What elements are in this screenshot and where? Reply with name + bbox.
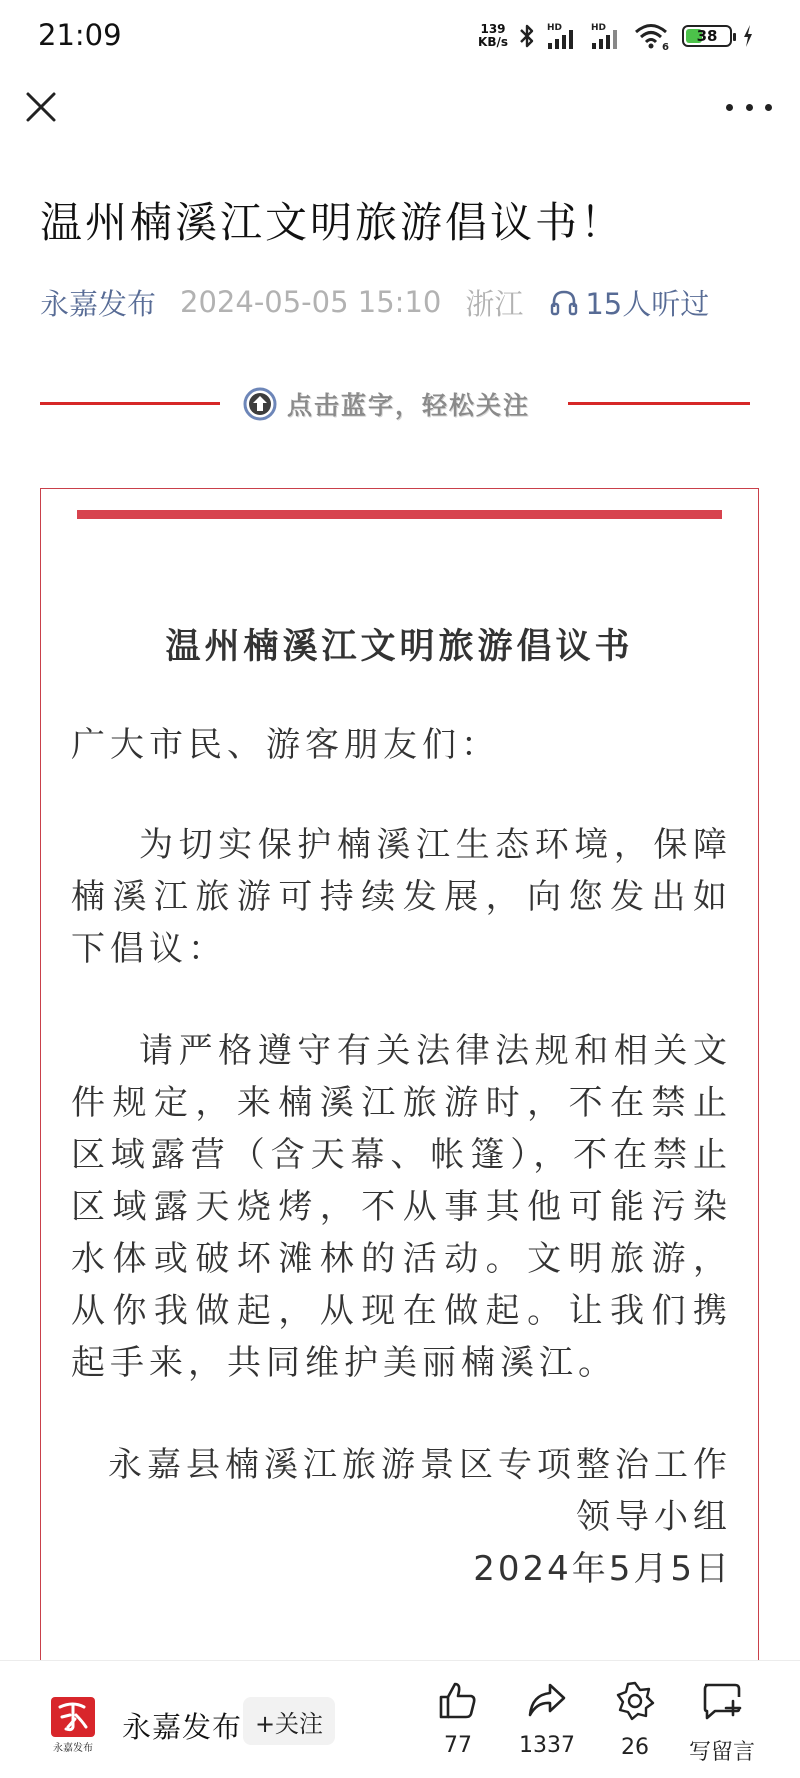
like-button[interactable] xyxy=(413,1681,503,1771)
bottom-action-bar xyxy=(0,1660,800,1778)
more-options-button[interactable] xyxy=(726,90,772,124)
status-bar xyxy=(0,0,800,72)
share-count: 1337 xyxy=(519,1733,575,1758)
like-count: 77 xyxy=(444,1733,472,1758)
article-title: 温州楠溪江文明旅游倡议书！ xyxy=(40,198,626,247)
wow-star-icon xyxy=(615,1681,655,1721)
publish-region: 浙江 xyxy=(465,286,524,321)
wifi-label: 6 xyxy=(662,42,669,51)
wow-count: 26 xyxy=(621,1735,649,1760)
write-comment-button[interactable] xyxy=(677,1681,767,1771)
divider xyxy=(40,402,220,405)
battery-icon xyxy=(682,25,732,47)
write-comment-label: 写留言 xyxy=(688,1740,755,1765)
arrow-up-circle-icon xyxy=(243,387,277,421)
network-speed xyxy=(478,23,508,49)
document-signed-date: 2024年5月5日 xyxy=(473,1549,732,1589)
status-icons xyxy=(478,20,754,52)
headphones-icon xyxy=(549,287,579,317)
signal1-label: HD xyxy=(547,23,563,33)
charging-icon xyxy=(742,24,754,48)
document-signature xyxy=(71,1439,732,1543)
follow-prompt-text: 点击蓝字，轻松关注 xyxy=(287,391,531,420)
share-button[interactable] xyxy=(502,1681,592,1771)
document-paragraph: 为切实保护楠溪江生态环境，保障楠溪江旅游可持续发展，向您发出如下倡议： xyxy=(71,825,732,969)
signature-line: 领导小组 xyxy=(576,1497,732,1537)
signal-strength-secondary-icon xyxy=(590,21,624,51)
divider xyxy=(568,402,750,405)
listen-count: 15人听过 xyxy=(585,286,710,321)
network-speed-value: 139 xyxy=(480,22,506,36)
document-greeting: 广大市民、游客朋友们： xyxy=(71,725,500,765)
close-icon[interactable] xyxy=(20,86,62,128)
thumbs-up-icon xyxy=(438,1681,478,1719)
status-time: 21:09 xyxy=(38,18,122,52)
account-name[interactable]: 永嘉发布 xyxy=(122,1710,243,1744)
wifi-icon xyxy=(634,21,672,51)
network-speed-unit: KB/s xyxy=(478,35,508,49)
more-dot-icon xyxy=(726,104,733,111)
publish-date: 2024-05-05 15:10 xyxy=(180,285,442,319)
share-arrow-icon xyxy=(527,1681,567,1719)
signal2-label: HD xyxy=(591,23,607,33)
signature-line: 永嘉县楠溪江旅游景区专项整治工作 xyxy=(108,1445,732,1485)
document-paragraph: 请严格遵守有关法律法规和相关文件规定，来楠溪江旅游时，不在禁止区域露营（含天幕、帐篷），不在禁止区域露天烧烤，不从事其他可能污染水体或破坏滩林的活动。文明旅游，从你我做起，从现在做起。让我们携起手来，共同维护美丽楠溪江。 xyxy=(71,1031,732,1383)
account-avatar[interactable] xyxy=(48,1695,98,1757)
follow-button[interactable]: +关注 xyxy=(243,1697,335,1745)
follow-prompt[interactable] xyxy=(243,384,530,424)
listen-button[interactable] xyxy=(549,282,709,323)
more-dot-icon xyxy=(765,104,772,111)
account-logo-text: 永嘉发布 xyxy=(53,1743,93,1754)
signal-strength-icon xyxy=(546,21,580,51)
follow-banner xyxy=(40,382,750,426)
top-navigation xyxy=(0,72,800,140)
more-dot-icon xyxy=(746,104,753,111)
bluetooth-icon xyxy=(518,22,536,50)
author-link[interactable]: 永嘉发布 xyxy=(40,286,157,321)
article-meta xyxy=(40,282,709,322)
battery-level: 38 xyxy=(696,27,718,45)
comment-plus-icon xyxy=(701,1681,743,1721)
article-content-frame xyxy=(40,488,759,1778)
decorative-bar xyxy=(77,510,722,519)
wow-button[interactable] xyxy=(590,1681,680,1771)
document-title: 温州楠溪江文明旅游倡议书 xyxy=(165,627,634,667)
